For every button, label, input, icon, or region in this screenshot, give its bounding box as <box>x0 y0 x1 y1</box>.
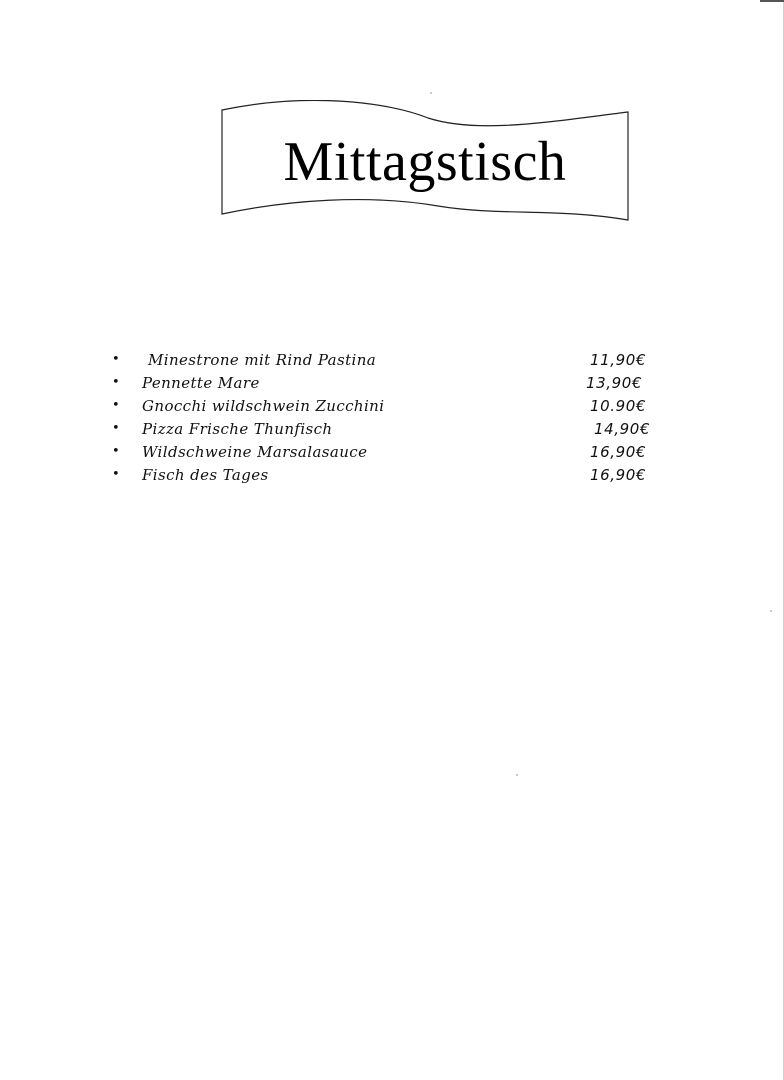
menu-item-price: 13,90€ <box>586 373 643 392</box>
lunch-menu-list <box>112 348 672 486</box>
bullet-icon: • <box>112 398 120 413</box>
scan-speck <box>770 610 772 612</box>
menu-item-name: Fisch des Tages <box>142 465 269 484</box>
menu-item <box>112 463 672 486</box>
menu-item <box>112 394 672 417</box>
menu-item <box>112 371 672 394</box>
bullet-icon: • <box>112 444 120 459</box>
title-banner <box>218 100 632 224</box>
menu-item-price: 14,90€ <box>594 419 651 438</box>
menu-item-name: Gnocchi wildschwein Zucchini <box>142 396 385 415</box>
menu-item-price: 16,90€ <box>590 442 647 461</box>
page-corner-mark <box>760 0 784 2</box>
menu-item-name: Minestrone mit Rind Pastina <box>148 350 377 369</box>
menu-item-name: Pizza Frische Thunfisch <box>142 419 333 438</box>
scan-speck <box>516 774 518 776</box>
menu-item <box>112 440 672 463</box>
menu-item <box>112 348 672 371</box>
menu-item <box>112 417 672 440</box>
scan-speck <box>430 92 432 94</box>
bullet-icon: • <box>112 375 120 390</box>
bullet-icon: • <box>112 467 120 482</box>
menu-item-price: 10.90€ <box>590 396 647 415</box>
menu-item-name: Pennette Mare <box>142 373 260 392</box>
menu-item-price: 16,90€ <box>590 465 647 484</box>
menu-item-name: Wildschweine Marsalasauce <box>142 442 368 461</box>
menu-item-price: 11,90€ <box>590 350 647 369</box>
page-title: Mittagstisch <box>283 131 567 193</box>
bullet-icon: • <box>112 352 120 367</box>
bullet-icon: • <box>112 421 120 436</box>
